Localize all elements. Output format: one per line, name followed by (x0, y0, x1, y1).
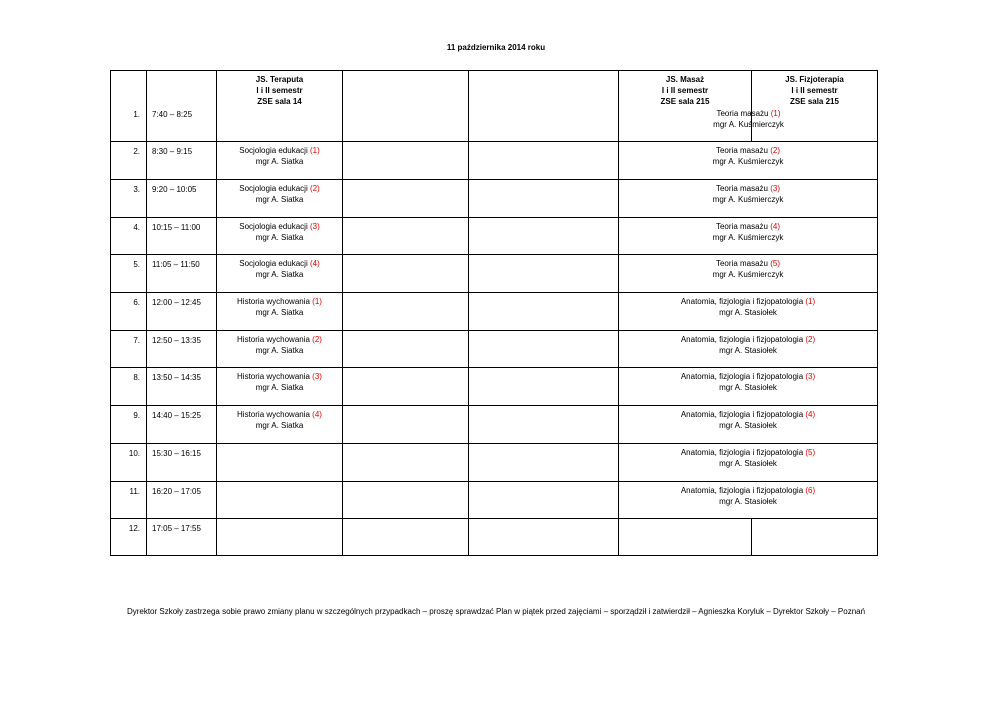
teacher: mgr A. Siatka (255, 232, 304, 242)
table-row (111, 217, 878, 255)
subject: Socjologia edukacji (239, 184, 310, 193)
empty-cell (469, 71, 619, 142)
masaz-fizjo-cell (619, 443, 878, 481)
row-number: 7. (111, 330, 147, 368)
masaz-fizjo-cell (619, 406, 878, 444)
subject: Historia wychowania (237, 372, 313, 382)
subject-number: (5) (805, 447, 816, 457)
row-number: 1. (111, 71, 147, 142)
row-time: 8:30 – 9:15 (147, 142, 217, 180)
subject: Teoria masażu (716, 109, 771, 118)
teacher: mgr A. Kuśmierczyk (713, 120, 784, 129)
header-terapeuta (217, 71, 343, 142)
subject-number: (2) (770, 146, 781, 156)
masaz-fizjo-cell (619, 217, 878, 255)
empty-cell (343, 443, 469, 481)
empty-cell (469, 255, 619, 293)
row-number: 2. (111, 142, 147, 180)
subject: Historia wychowania (237, 334, 313, 344)
header-fizjoterapia (752, 71, 878, 142)
terapeuta-cell (217, 368, 343, 406)
subject: Teoria masażu (715, 221, 771, 231)
subject-number: (2) (309, 184, 320, 193)
terapeuta-cell (217, 406, 343, 444)
terapeuta-cell (217, 293, 343, 331)
header-line: JS. Fizjoterapia (785, 75, 844, 84)
empty-cell (343, 217, 469, 255)
subject: Socjologia edukacji (239, 259, 310, 269)
empty-cell (469, 519, 619, 556)
table-row (111, 180, 878, 218)
subject: Anatomia, fizjologia i fizjopatologia (680, 485, 806, 495)
subject-number: (2) (312, 334, 322, 344)
row-time: 13:50 – 14:35 (147, 368, 217, 406)
row-time: 10:15 – 11:00 (147, 217, 217, 255)
subject: Teoria masażu (715, 146, 771, 156)
teacher: mgr A. Siatka (255, 345, 304, 355)
empty-cell (469, 330, 619, 368)
row-time: 7:40 – 8:25 (147, 71, 217, 142)
teacher: mgr A. Kuśmierczyk (712, 195, 784, 204)
footer-note: Dyrektor Szkoły zastrzega sobie prawo zmiany planu w szczególnych przypadkach – proszę sprawdzać Plan w piątek przed zajęciami – sporządził i zatwierdził – Agnieszka Koryluk – Dyrektor Szkoły – Poznań (126, 607, 866, 616)
table-row (111, 142, 878, 180)
teacher: mgr A. Kuśmierczyk (712, 157, 784, 167)
table-row (111, 481, 878, 519)
subject-number: (5) (770, 259, 781, 269)
teacher: mgr A. Siatka (255, 195, 304, 204)
subject-number: (1) (312, 297, 322, 307)
table-row (111, 330, 878, 368)
schedule-table (110, 70, 878, 556)
row-number: 10. (111, 443, 147, 481)
table-row (111, 293, 878, 331)
header-line: I i II semestr (661, 86, 709, 95)
teacher: mgr A. Siatka (255, 421, 304, 431)
subject: Anatomia, fizjologia i fizjopatologia (680, 334, 806, 344)
span-cell-row1 (619, 108, 878, 130)
header-line: ZSE sala 14 (257, 97, 302, 106)
masaz-fizjo-cell (619, 330, 878, 368)
row-time: 16:20 – 17:05 (147, 481, 217, 519)
terapeuta-cell (217, 443, 343, 481)
header-line: ZSE sala 215 (660, 97, 710, 106)
masaz-fizjo-cell (619, 481, 878, 519)
subject-number: (3) (770, 184, 781, 193)
terapeuta-cell (217, 330, 343, 368)
teacher: mgr A. Kuśmierczyk (712, 232, 784, 242)
empty-cell (469, 293, 619, 331)
subject-number: (1) (309, 146, 320, 156)
terapeuta-cell (217, 180, 343, 218)
table-row (111, 443, 878, 481)
row-number: 12. (111, 519, 147, 556)
empty-cell (343, 368, 469, 406)
subject: Socjologia edukacji (239, 146, 310, 156)
teacher: mgr A. Stasiołek (719, 345, 777, 355)
subject: Anatomia, fizjologia i fizjopatologia (680, 447, 806, 457)
subject-number: (4) (309, 259, 320, 269)
masaz-fizjo-cell (619, 255, 878, 293)
teacher: mgr A. Stasiołek (719, 421, 777, 431)
row-number: 3. (111, 180, 147, 218)
teacher: mgr A. Stasiołek (719, 496, 777, 506)
header-line: ZSE sala 215 (790, 97, 839, 106)
subject-number: (4) (770, 221, 781, 231)
subject-number: (3) (309, 221, 320, 231)
subject-number: (6) (805, 485, 816, 495)
subject-number: (1) (770, 109, 781, 118)
row-number: 4. (111, 217, 147, 255)
masaz-fizjo-cell (619, 368, 878, 406)
teacher: mgr A. Siatka (255, 383, 304, 393)
subject: Anatomia, fizjologia i fizjopatologia (680, 372, 806, 382)
empty-cell (343, 481, 469, 519)
row-time: 12:50 – 13:35 (147, 330, 217, 368)
teacher: mgr A. Stasiołek (719, 458, 777, 468)
header-line: JS. Teraputa (255, 75, 304, 84)
subject: Teoria masażu (715, 259, 771, 269)
table-row (111, 519, 878, 556)
subject-number: (4) (312, 410, 322, 420)
empty-cell (469, 142, 619, 180)
table-row (111, 255, 878, 293)
teacher: mgr A. Siatka (255, 270, 304, 280)
teacher: mgr A. Kuśmierczyk (712, 270, 784, 280)
table-row (111, 406, 878, 444)
header-line: JS. Masaż (665, 75, 705, 84)
empty-cell (469, 217, 619, 255)
teacher: mgr A. Stasiołek (719, 308, 777, 318)
empty-cell (343, 180, 469, 218)
row-number: 9. (111, 406, 147, 444)
terapeuta-cell (217, 142, 343, 180)
terapeuta-cell (217, 519, 343, 556)
subject-number: (1) (805, 297, 816, 307)
empty-cell (752, 519, 878, 556)
empty-cell (469, 368, 619, 406)
masaz-fizjo-cell (619, 142, 878, 180)
empty-cell (343, 406, 469, 444)
teacher: mgr A. Siatka (255, 308, 304, 318)
subject: Teoria masażu (715, 184, 771, 193)
header-line: I i II semestr (256, 86, 303, 95)
row-time: 17:05 – 17:55 (147, 519, 217, 556)
empty-cell (469, 180, 619, 218)
subject: Socjologia edukacji (239, 221, 310, 231)
subject: Anatomia, fizjologia i fizjopatologia (680, 297, 806, 307)
header-line: I i II semestr (791, 86, 838, 95)
empty-cell (469, 443, 619, 481)
masaz-fizjo-cell (619, 293, 878, 331)
row-time: 9:20 – 10:05 (147, 180, 217, 218)
table-row (111, 368, 878, 406)
row-number: 11. (111, 481, 147, 519)
subject: Anatomia, fizjologia i fizjopatologia (680, 410, 806, 420)
row-number: 6. (111, 293, 147, 331)
subject-number: (3) (805, 372, 816, 382)
header-masaz (619, 71, 784, 142)
empty-cell (343, 142, 469, 180)
subject: Historia wychowania (237, 297, 313, 307)
page-title: 11 października 2014 roku (446, 43, 546, 52)
empty-cell (343, 71, 469, 142)
empty-cell (343, 519, 469, 556)
empty-cell (619, 519, 752, 556)
empty-cell (469, 481, 619, 519)
row-time: 15:30 – 16:15 (147, 443, 217, 481)
terapeuta-cell (217, 481, 343, 519)
subject-number: (4) (805, 410, 816, 420)
row-number: 8. (111, 368, 147, 406)
teacher: mgr A. Siatka (255, 157, 304, 167)
empty-cell (343, 330, 469, 368)
teacher: mgr A. Stasiołek (719, 383, 777, 393)
terapeuta-cell (217, 217, 343, 255)
row-time: 11:05 – 11:50 (147, 255, 217, 293)
header-row (111, 71, 878, 142)
subject-number: (3) (312, 372, 322, 382)
empty-cell (343, 293, 469, 331)
terapeuta-cell (217, 255, 343, 293)
row-time: 14:40 – 15:25 (147, 406, 217, 444)
subject-number: (2) (805, 334, 816, 344)
masaz-fizjo-cell (619, 180, 878, 218)
row-time: 12:00 – 12:45 (147, 293, 217, 331)
empty-cell (343, 255, 469, 293)
row-number: 5. (111, 255, 147, 293)
empty-cell (469, 406, 619, 444)
subject: Historia wychowania (237, 410, 313, 420)
